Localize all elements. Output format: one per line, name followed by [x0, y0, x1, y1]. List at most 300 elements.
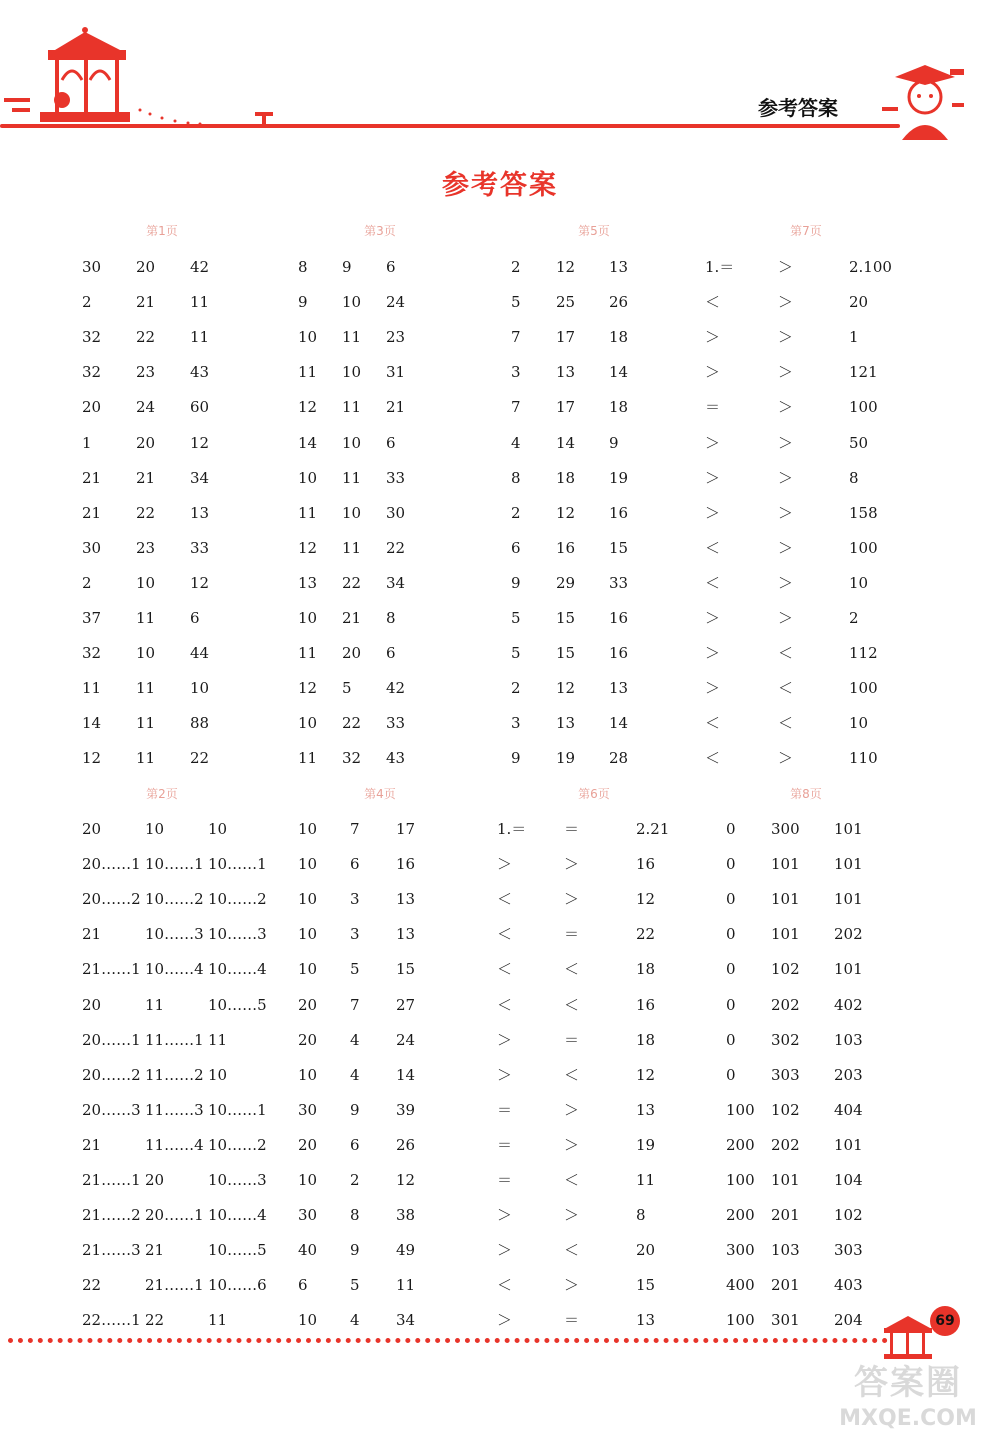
answer-cell: 0	[726, 855, 736, 873]
answer-cell: 5	[511, 609, 521, 627]
answer-cell: 20	[136, 258, 156, 276]
answer-cell: ＜	[564, 1171, 580, 1189]
answer-cell: 10……4	[208, 1206, 267, 1224]
answer-cell: 23	[136, 539, 156, 557]
answer-cell: 4	[511, 434, 521, 452]
answer-cell: ＝	[564, 820, 580, 838]
answer-cell: 10	[298, 855, 318, 873]
answer-cell: 2	[82, 574, 92, 592]
answer-cell: 22	[190, 749, 210, 767]
answer-cell: ＜	[705, 293, 721, 311]
answer-cell: 201	[771, 1276, 800, 1294]
answer-cell: ＞	[705, 363, 721, 381]
answer-cell: 21……1	[145, 1276, 204, 1294]
answer-cell: 202	[771, 1136, 800, 1154]
answer-cell: 300	[771, 820, 800, 838]
answer-cell: 50	[849, 434, 869, 452]
answer-cell: 2	[849, 609, 859, 627]
answer-cell: 13	[298, 574, 318, 592]
answer-cell: 101	[771, 855, 800, 873]
answer-cell: 20	[298, 1031, 318, 1049]
watermark-logo	[822, 1362, 994, 1442]
answer-cell: ＞	[778, 609, 794, 627]
answer-cell: 18	[609, 398, 629, 416]
answer-cell: 3	[511, 714, 521, 732]
answer-cell: 43	[190, 363, 210, 381]
answer-cell: ＞	[564, 1101, 580, 1119]
answer-cell: 6	[298, 1276, 308, 1294]
answer-cell: 15	[556, 644, 576, 662]
answer-cell: 303	[834, 1241, 863, 1259]
answer-cell: 34	[190, 469, 210, 487]
answer-cell: 6	[350, 855, 360, 873]
answer-cell: 10	[298, 328, 318, 346]
answer-cell: 11	[342, 539, 362, 557]
answer-cell: 8	[636, 1206, 646, 1224]
answer-cell: 13	[636, 1101, 656, 1119]
answer-cell: 100	[726, 1171, 755, 1189]
answer-cell: 33	[386, 469, 406, 487]
answer-cell: 102	[771, 960, 800, 978]
answer-cell: 101	[771, 1171, 800, 1189]
answer-cell: 12	[298, 679, 318, 697]
answer-cell: 33	[386, 714, 406, 732]
answer-cell: 301	[771, 1311, 800, 1329]
answer-cell: 11	[145, 996, 165, 1014]
answer-cell: 11	[298, 363, 318, 381]
answer-cell: 14	[609, 714, 629, 732]
answer-cell: 402	[834, 996, 863, 1014]
answer-cell: 6	[386, 644, 396, 662]
answer-cell: 17	[396, 820, 416, 838]
answer-cell: 42	[386, 679, 406, 697]
answer-cell: 8	[386, 609, 396, 627]
answer-cell: 9	[342, 258, 352, 276]
answer-cell: 11	[342, 398, 362, 416]
answer-cell: 21	[82, 469, 102, 487]
answer-cell: 10……1	[208, 1101, 267, 1119]
answer-cell: 0	[726, 1031, 736, 1049]
answer-cell: 8	[849, 469, 859, 487]
answer-cell: 21	[136, 469, 156, 487]
answer-cell: 5	[342, 679, 352, 697]
answer-cell: 10……3	[208, 925, 267, 943]
answer-cell: 19	[556, 749, 576, 767]
answer-cell: 1	[82, 434, 92, 452]
answer-cell: ＝	[564, 925, 580, 943]
answer-cell: 400	[726, 1276, 755, 1294]
answer-cell: 13	[396, 925, 416, 943]
answer-cell: 26	[609, 293, 629, 311]
answer-cell: 112	[849, 644, 878, 662]
answer-cell: 5	[511, 293, 521, 311]
answer-cell: 60	[190, 398, 210, 416]
answer-cell: ＜	[705, 539, 721, 557]
answer-cell: 20	[136, 434, 156, 452]
answer-cell: 22	[342, 574, 362, 592]
answer-cell: 49	[396, 1241, 416, 1259]
answer-cell: ＜	[778, 644, 794, 662]
answer-cell: 0	[726, 996, 736, 1014]
answer-cell: 10	[298, 925, 318, 943]
answer-cell: 10	[849, 574, 869, 592]
answer-cell: ＞	[778, 434, 794, 452]
section-label: 第6页	[578, 787, 610, 801]
header-title: 参考答案	[758, 96, 838, 120]
answer-cell: 2	[511, 258, 521, 276]
answer-cell: 10	[136, 574, 156, 592]
carousel-illustration	[0, 20, 280, 135]
answer-cell: 13	[556, 363, 576, 381]
header-rule	[0, 124, 900, 128]
answer-cell: 12	[556, 504, 576, 522]
answer-cell: 11	[190, 328, 210, 346]
answer-cell: 19	[609, 469, 629, 487]
answer-cell: 10	[298, 1066, 318, 1084]
answer-cell: 0	[726, 1066, 736, 1084]
answer-cell: 16	[609, 644, 629, 662]
answer-cell: ＝	[564, 1311, 580, 1329]
answer-cell: 1	[849, 328, 859, 346]
answer-cell: 30	[82, 258, 102, 276]
answer-cell: ＞	[497, 1031, 513, 1049]
answer-cell: 2	[82, 293, 92, 311]
answer-cell: 103	[771, 1241, 800, 1259]
answer-cell: 21……3	[82, 1241, 141, 1259]
answer-cell: 9	[298, 293, 308, 311]
footer-dotted-rule	[8, 1338, 888, 1343]
section-label: 第5页	[578, 224, 610, 238]
answer-cell: 11	[342, 328, 362, 346]
answer-cell: 10	[208, 820, 228, 838]
answer-cell: 101	[834, 855, 863, 873]
answer-cell: 204	[834, 1311, 863, 1329]
answer-cell: 7	[350, 996, 360, 1014]
answer-cell: 7	[511, 398, 521, 416]
answer-cell: 101	[834, 1136, 863, 1154]
answer-cell: 15	[609, 539, 629, 557]
answer-cell: 13	[396, 890, 416, 908]
answer-cell: 20	[342, 644, 362, 662]
answer-cell: 101	[834, 890, 863, 908]
answer-cell: 13	[556, 714, 576, 732]
section-label: 第8页	[790, 787, 822, 801]
answer-cell: 20	[82, 820, 102, 838]
answer-cell: 12	[82, 749, 102, 767]
answer-cell: 11	[396, 1276, 416, 1294]
answer-cell: 0	[726, 890, 736, 908]
answer-cell: 202	[834, 925, 863, 943]
answer-cell: 20	[82, 996, 102, 1014]
answer-cell: 110	[849, 749, 878, 767]
answer-cell: 27	[396, 996, 416, 1014]
answer-cell: 30	[82, 539, 102, 557]
answer-cell: 100	[849, 539, 878, 557]
answer-cell: 100	[726, 1101, 755, 1119]
answer-cell: 201	[771, 1206, 800, 1224]
answer-cell: 12	[298, 398, 318, 416]
answer-cell: 12	[636, 890, 656, 908]
answer-cell: ＜	[497, 925, 513, 943]
watermark-text: 答案圈	[854, 1363, 962, 1403]
answer-cell: 22	[145, 1311, 165, 1329]
answer-cell: 17	[556, 328, 576, 346]
answer-cell: 20……1	[82, 855, 141, 873]
section-label: 第7页	[790, 224, 822, 238]
answer-cell: 101	[834, 820, 863, 838]
answer-cell: 10	[208, 1066, 228, 1084]
answer-cell: 18	[556, 469, 576, 487]
answer-cell: 10……5	[208, 996, 267, 1014]
answer-cell: 20……1	[145, 1206, 204, 1224]
answer-cell: ＝	[564, 1031, 580, 1049]
answer-cell: ＜	[497, 996, 513, 1014]
answer-cell: 11	[298, 504, 318, 522]
answer-cell: 21	[82, 1136, 102, 1154]
answer-cell: 11	[208, 1311, 228, 1329]
answer-cell: 10……3	[145, 925, 204, 943]
answer-cell: 39	[396, 1101, 416, 1119]
answer-cell: 11……4	[145, 1136, 204, 1154]
answer-cell: 10	[298, 1311, 318, 1329]
answer-cell: 14	[396, 1066, 416, 1084]
answer-cell: 24	[386, 293, 406, 311]
answer-cell: ＞	[497, 1241, 513, 1259]
answer-cell: 103	[834, 1031, 863, 1049]
answer-cell: ＜	[778, 679, 794, 697]
section-label: 第2页	[146, 787, 178, 801]
answer-cell: 0	[726, 960, 736, 978]
answer-cell: ＜	[497, 960, 513, 978]
answer-cell: 11	[82, 679, 102, 697]
answer-cell: 20……3	[82, 1101, 141, 1119]
answer-cell: 12	[298, 539, 318, 557]
answer-cell: 10……4	[208, 960, 267, 978]
answer-cell: 37	[82, 609, 102, 627]
answer-cell: 22……1	[82, 1311, 141, 1329]
answer-cell: ＞	[705, 504, 721, 522]
answer-cell: ＝	[497, 1136, 513, 1154]
answer-cell: 21……1	[82, 1171, 141, 1189]
answer-cell: 1.＝	[705, 258, 735, 276]
answer-cell: ＞	[778, 293, 794, 311]
answer-cell: 10……4	[145, 960, 204, 978]
answer-cell: 10	[298, 469, 318, 487]
answer-cell: 33	[190, 539, 210, 557]
answer-cell: 14	[556, 434, 576, 452]
answer-cell: 10	[342, 504, 362, 522]
answer-cell: ＜	[705, 574, 721, 592]
watermark-url: MXQE.COM	[839, 1406, 977, 1431]
answer-cell: 30	[298, 1206, 318, 1224]
answer-cell: 0	[726, 925, 736, 943]
answer-cell: 22	[342, 714, 362, 732]
answer-cell: 13	[609, 679, 629, 697]
answer-cell: 10……1	[145, 855, 204, 873]
answer-cell: ＞	[778, 363, 794, 381]
answer-cell: 121	[849, 363, 878, 381]
answer-cell: 1.＝	[497, 820, 527, 838]
answer-cell: 32	[82, 328, 102, 346]
answer-cell: ＞	[705, 679, 721, 697]
answer-cell: 34	[386, 574, 406, 592]
answer-cell: 32	[82, 363, 102, 381]
answer-cell: 404	[834, 1101, 863, 1119]
answer-cell: 11	[136, 714, 156, 732]
answer-cell: 10	[298, 960, 318, 978]
answer-cell: ＜	[705, 714, 721, 732]
answer-cell: 16	[609, 609, 629, 627]
answer-cell: ＞	[705, 609, 721, 627]
answer-cell: 9	[350, 1241, 360, 1259]
answer-cell: 13	[636, 1311, 656, 1329]
answer-cell: ＜	[564, 960, 580, 978]
answer-cell: 22	[636, 925, 656, 943]
answer-cell: 300	[726, 1241, 755, 1259]
answer-cell: 10	[298, 820, 318, 838]
answer-cell: ＞	[564, 855, 580, 873]
answer-cell: 26	[396, 1136, 416, 1154]
answer-cell: 10	[342, 434, 362, 452]
page-number: 69	[930, 1306, 960, 1336]
answer-cell: 25	[556, 293, 576, 311]
answer-cell: 10……5	[208, 1241, 267, 1259]
answer-cell: 5	[350, 1276, 360, 1294]
answer-cell: ＞	[705, 644, 721, 662]
answer-cell: 34	[396, 1311, 416, 1329]
answer-cell: ＞	[778, 398, 794, 416]
answer-cell: 0	[726, 820, 736, 838]
answer-cell: 10……2	[208, 1136, 267, 1154]
answer-cell: 22	[386, 539, 406, 557]
answer-cell: 16	[556, 539, 576, 557]
answer-cell: 11	[208, 1031, 228, 1049]
answer-cell: 14	[609, 363, 629, 381]
answer-cell: 12	[190, 574, 210, 592]
answer-cell: 17	[556, 398, 576, 416]
answer-cell: ＜	[564, 996, 580, 1014]
answer-cell: 21	[386, 398, 406, 416]
answer-cell: 18	[636, 960, 656, 978]
answer-cell: 21	[82, 504, 102, 522]
answer-cell: 23	[136, 363, 156, 381]
section-label: 第4页	[364, 787, 396, 801]
answer-cell: 12	[190, 434, 210, 452]
answer-cell: ＞	[778, 469, 794, 487]
answer-cell: 3	[511, 363, 521, 381]
answer-cell: 20……2	[82, 1066, 141, 1084]
answer-cell: 20	[849, 293, 869, 311]
answer-cell: ＞	[705, 328, 721, 346]
answer-cell: ＜	[497, 1276, 513, 1294]
answer-cell: 100	[849, 398, 878, 416]
answer-cell: 6	[190, 609, 200, 627]
answer-cell: 104	[834, 1171, 863, 1189]
answer-cell: 16	[636, 996, 656, 1014]
answer-cell: 203	[834, 1066, 863, 1084]
answer-cell: 6	[386, 434, 396, 452]
answer-cell: 20	[298, 1136, 318, 1154]
answer-cell: 33	[609, 574, 629, 592]
answer-cell: 2.100	[849, 258, 892, 276]
answer-cell: 9	[511, 749, 521, 767]
answer-cell: 30	[386, 504, 406, 522]
footer-carousel-icon	[878, 1312, 938, 1362]
answer-cell: ＞	[564, 1276, 580, 1294]
answer-cell: 9	[350, 1101, 360, 1119]
answer-cell: 22	[136, 504, 156, 522]
page-title: 参考答案	[442, 170, 558, 201]
answer-cell: 21	[82, 925, 102, 943]
answer-cell: 9	[609, 434, 619, 452]
answer-cell: 4	[350, 1311, 360, 1329]
answer-cell: 5	[350, 960, 360, 978]
answer-cell: ＞	[778, 504, 794, 522]
answer-cell: ＞	[705, 469, 721, 487]
answer-cell: 32	[82, 644, 102, 662]
section-label: 第1页	[146, 224, 178, 238]
answer-cell: 3	[350, 925, 360, 943]
answer-cell: 20……1	[82, 1031, 141, 1049]
answer-cell: 2	[511, 679, 521, 697]
answer-cell: ＞	[564, 1206, 580, 1224]
answer-cell: 12	[396, 1171, 416, 1189]
answer-cell: 10……2	[145, 890, 204, 908]
answer-cell: 10	[298, 890, 318, 908]
answer-cell: 10……2	[208, 890, 267, 908]
answer-cell: 15	[556, 609, 576, 627]
answer-cell: ＞	[778, 574, 794, 592]
answer-cell: 10	[298, 1171, 318, 1189]
answer-cell: 10	[342, 293, 362, 311]
answer-cell: ＜	[497, 890, 513, 908]
answer-cell: 302	[771, 1031, 800, 1049]
answer-cell: 11	[136, 749, 156, 767]
answer-cell: ＜	[564, 1066, 580, 1084]
answer-cell: 11	[342, 469, 362, 487]
answer-cell: 42	[190, 258, 210, 276]
answer-cell: 20	[145, 1171, 165, 1189]
answer-cell: 6	[511, 539, 521, 557]
answer-cell: 10	[298, 714, 318, 732]
answer-cell: 11……2	[145, 1066, 204, 1084]
answer-cell: 101	[834, 960, 863, 978]
answer-cell: 8	[511, 469, 521, 487]
answer-cell: ＞	[497, 1206, 513, 1224]
section-label: 第3页	[364, 224, 396, 238]
answer-cell: 38	[396, 1206, 416, 1224]
answer-cell: ＞	[497, 1066, 513, 1084]
answer-cell: 200	[726, 1136, 755, 1154]
answer-cell: ＞	[497, 1311, 513, 1329]
answer-cell: 13	[609, 258, 629, 276]
answer-cell: 158	[849, 504, 878, 522]
answer-cell: 16	[609, 504, 629, 522]
answer-cell: 10	[342, 363, 362, 381]
answer-cell: ＞	[778, 539, 794, 557]
answer-cell: 24	[396, 1031, 416, 1049]
answer-cell: 44	[190, 644, 210, 662]
answer-cell: 3	[350, 890, 360, 908]
answer-cell: 14	[82, 714, 102, 732]
answer-cell: 10	[298, 609, 318, 627]
answer-cell: 11……3	[145, 1101, 204, 1119]
answer-cell: ＜	[705, 749, 721, 767]
answer-cell: 11	[636, 1171, 656, 1189]
mascot-illustration	[880, 55, 970, 145]
answer-cell: 10……3	[208, 1171, 267, 1189]
answer-cell: 22	[136, 328, 156, 346]
